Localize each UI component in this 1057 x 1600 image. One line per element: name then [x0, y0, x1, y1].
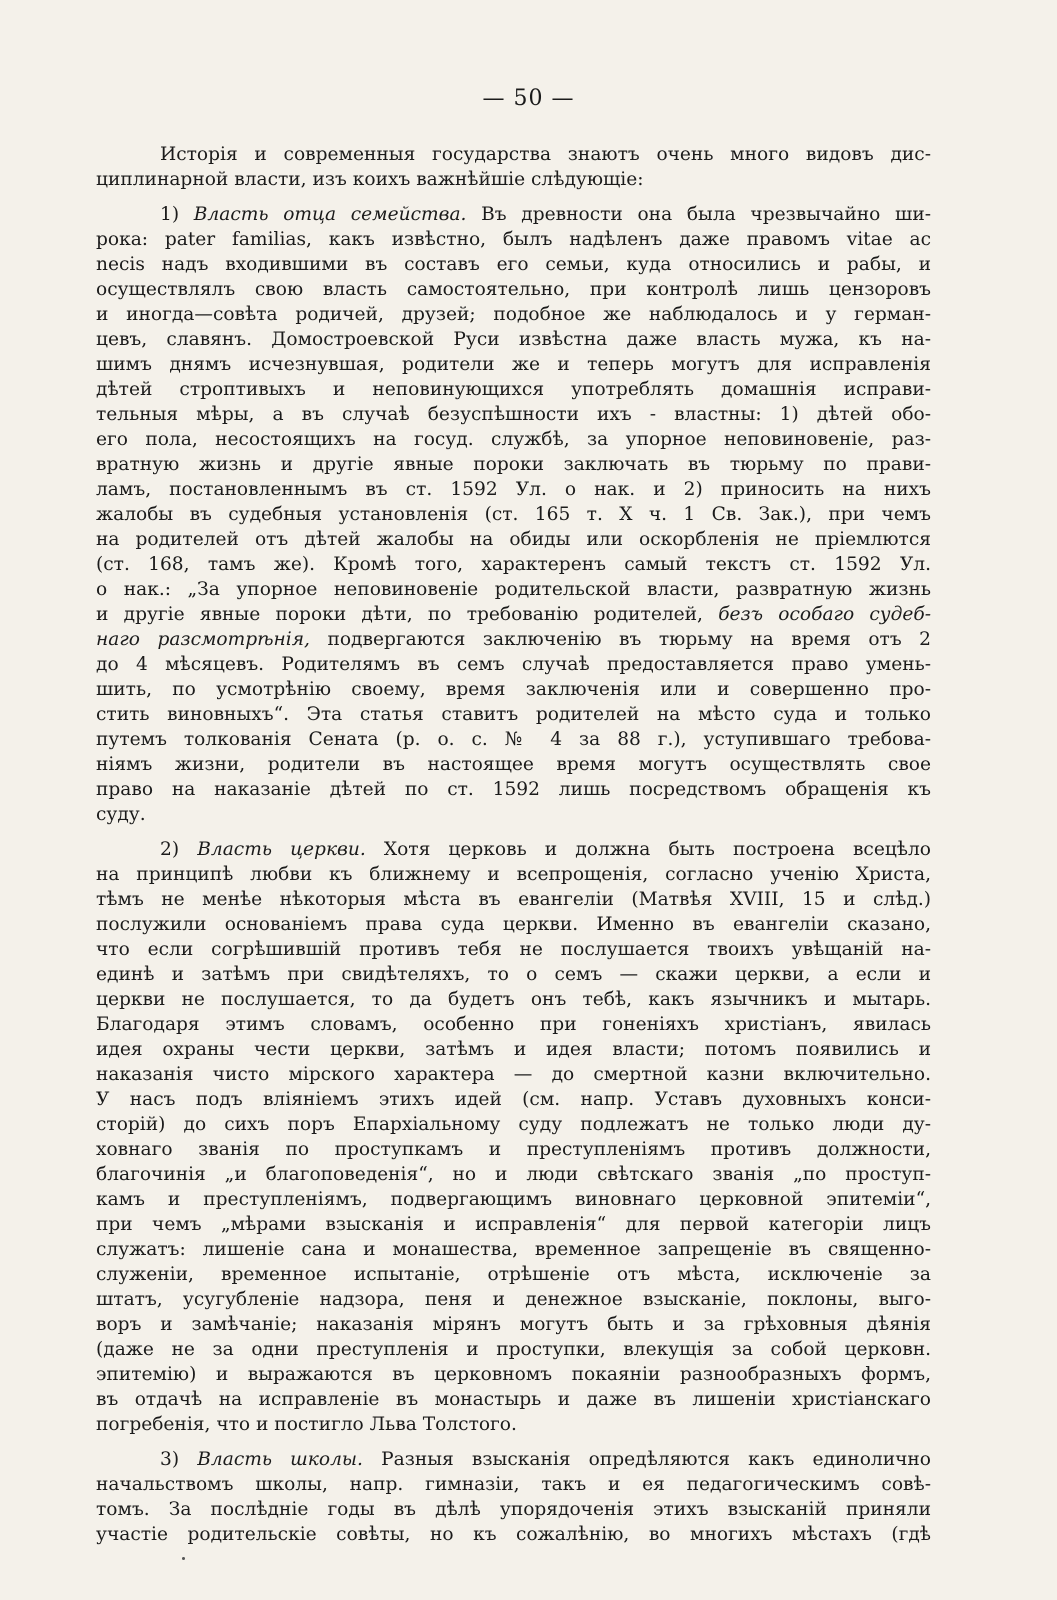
list-number: 2) [160, 839, 198, 860]
text-line [96, 142, 931, 167]
text-line [96, 1037, 931, 1062]
text-line [96, 1262, 931, 1287]
text-line [96, 1087, 931, 1112]
line-text: рока: pater familias, какъ извѣстно, былъ надѣленъ даже правомъ vitae ac [96, 229, 931, 250]
line-text: путемъ толкованія Сената (р. о. с. № 4 за 88 г.), уступившаго требова- [96, 729, 931, 750]
text-line [96, 677, 931, 702]
text-line [96, 1162, 931, 1187]
text-line [96, 1412, 931, 1437]
line-text: тельныя мѣры, а въ случаѣ безуспѣшности ихъ - властны: 1) дѣтей обо- [96, 404, 931, 425]
text-line [96, 652, 931, 677]
line-text: (ст. 168, тамъ же). Кромѣ того, характеренъ самый текстъ ст. 1592 Ул. [96, 554, 931, 575]
body-text [96, 142, 931, 1547]
italic-heading: Власть отца семейства. [193, 204, 467, 225]
text-line [96, 227, 931, 252]
text-line [96, 502, 931, 527]
text-line [96, 577, 931, 602]
text-line [96, 1062, 931, 1087]
line-text: подвергаются заключенію въ тюрьму на время отъ 2 [309, 629, 931, 650]
text-line [96, 1312, 931, 1337]
line-text: служеніи, временное испытаніе, отрѣшеніе отъ мѣста, исключеніе за [96, 1264, 931, 1285]
line-text: единѣ и затѣмъ при свидѣтеляхъ, то о семъ — скажи церкви, а если и [96, 964, 931, 985]
list-number: 3) [160, 1449, 198, 1470]
text-line [96, 802, 931, 827]
text-line [96, 962, 931, 987]
text-line [96, 1522, 931, 1547]
text-line [96, 837, 931, 862]
line-text: идея охраны чести церкви, затѣмъ и идея власти; потомъ появились и [96, 1039, 931, 1060]
line-text: до 4 мѣсяцевъ. Родителямъ въ семъ случаѣ предоставляется право умень- [96, 654, 931, 675]
text-line [96, 1287, 931, 1312]
text-line [96, 727, 931, 752]
text-line [96, 552, 931, 577]
italic-heading: Власть школы. [197, 1449, 363, 1470]
line-text: о нак.: „За упорное неповиновеніе родительской власти, развратную жизнь [96, 579, 931, 600]
line-text: что если согрѣшившій противъ тебя не послушается твоихъ увѣщаній на- [96, 939, 931, 960]
line-text: тѣмъ не менѣе нѣкоторыя мѣста въ евангеліи (Матвѣя XVIII, 15 и слѣд.) [96, 889, 931, 910]
line-text: жалобы въ судебныя установленія (ст. 165 т. X ч. 1 Св. Зак.), при чемъ [96, 504, 931, 525]
line-text: начальствомъ школы, напр. гимназіи, такъ и ея педагогическимъ совѣ- [96, 1474, 931, 1495]
text-line [96, 752, 931, 777]
text-line [96, 327, 931, 352]
italic-heading: Власть церкви. [197, 839, 366, 860]
text-line [96, 452, 931, 477]
text-line [96, 1337, 931, 1362]
text-line [96, 987, 931, 1012]
text-line [96, 1387, 931, 1412]
line-text: суду. [96, 804, 146, 825]
text-line [96, 702, 931, 727]
text-line [96, 1472, 931, 1497]
line-text: У насъ подъ вліяніемъ этихъ идей (см. напр. Уставъ духовныхъ конси- [96, 1089, 931, 1110]
line-text: (даже не за одни преступленія и проступки, влекущія за собой церковн. [96, 1339, 931, 1360]
line-text: ніямъ жизни, родители въ настоящее время могутъ осуществлять свое [96, 754, 931, 775]
italic-heading: наго разсмотрѣнія, [96, 629, 310, 650]
line-text: и иногда—совѣта родичей, друзей; подобное же наблюдалось и у герман- [96, 304, 931, 325]
text-line [96, 352, 931, 377]
line-text: служатъ: лишеніе сана и монашества, временное запрещеніе въ священно- [96, 1239, 931, 1260]
text-line [96, 1012, 931, 1037]
text-line [96, 402, 931, 427]
text-line [96, 277, 931, 302]
text-line [96, 302, 931, 327]
line-text: на родителей отъ дѣтей жалобы на обиды или оскорбленія не пріемлются [96, 529, 931, 550]
line-text: при чемъ „мѣрами взысканія и исправленія“ для первой категоріи лицъ [96, 1214, 931, 1235]
text-line [96, 1362, 931, 1387]
text-line [96, 887, 931, 912]
line-text: воръ и замѣчаніе; наказанія мірянъ могутъ быть и за грѣховныя дѣянія [96, 1314, 931, 1335]
line-text: право на наказаніе дѣтей по ст. 1592 лишь посредствомъ обращенія къ [96, 779, 931, 800]
line-text: ховнаго званія по проступкамъ и преступленіямъ противъ должности, [96, 1139, 931, 1160]
italic-heading: безъ особаго судеб- [718, 604, 931, 625]
text-line [96, 427, 931, 452]
text-line [96, 627, 931, 652]
text-line [96, 912, 931, 937]
text-line [96, 167, 931, 192]
line-text: участіе родительскіе совѣты, но къ сожалѣнію, во многихъ мѣстахъ (гдѣ [96, 1524, 931, 1545]
text-line [96, 252, 931, 277]
line-text: шимъ днямъ исчезнувшая, родители же и теперь могутъ для исправленія [96, 354, 931, 375]
line-text: на принципѣ любви къ ближнему и всепрощенія, согласно ученію Христа, [96, 864, 931, 885]
line-text: necis надъ входившими въ составъ его семьи, куда относились и рабы, и [96, 254, 931, 275]
text-line [96, 1187, 931, 1212]
text-line [96, 1497, 931, 1522]
line-text: эпитемію) и выражаются въ церковномъ покаяніи разнообразныхъ формъ, [96, 1364, 931, 1385]
text-line [96, 527, 931, 552]
line-text: его пола, несостоящихъ на госуд. службѣ, за упорное неповиновеніе, раз- [96, 429, 931, 450]
text-line [96, 1212, 931, 1237]
text-line [96, 1237, 931, 1262]
line-text: церкви не послушается, то да будетъ онъ тебѣ, какъ язычникъ и мытарь. [96, 989, 931, 1010]
line-text: камъ и преступленіямъ, подвергающимъ виновнаго церковной эпитеміи“, [96, 1189, 931, 1210]
paper-speck [182, 1557, 185, 1560]
line-text: томъ. За послѣдніе годы въ дѣлѣ упорядоченія этихъ взысканій приняли [96, 1499, 931, 1520]
line-text: ламъ, постановленнымъ въ ст. 1592 Ул. о нак. и 2) приносить на нихъ [96, 479, 931, 500]
line-text: шить, по усмотрѣнію своему, время заключенія или и совершенно про- [96, 679, 931, 700]
line-text: стить виновныхъ“. Эта статья ставитъ родителей на мѣсто суда и только [96, 704, 931, 725]
line-text: благочинія „и благоповеденія“, но и люди свѣтскаго званія „по проступ- [96, 1164, 931, 1185]
line-text: въ отдачѣ на исправленіе въ монастырь и даже въ лишеніи христіанскаго [96, 1389, 931, 1410]
line-text: цевъ, славянъ. Домостроевской Руси извѣстна даже власть мужа, къ на- [96, 329, 931, 350]
line-text: Исторія и современныя государства знаютъ очень много видовъ дис- [160, 144, 931, 165]
line-text: осуществлялъ свою власть самостоятельно, при контролѣ лишь цензоровъ [96, 279, 931, 300]
text-line [96, 937, 931, 962]
text-line [96, 377, 931, 402]
line-text: циплинарной власти, изъ коихъ важнѣйшіе слѣдующіе: [96, 169, 644, 190]
line-text: послужили основаніемъ права суда церкви. Именно въ евангеліи сказано, [96, 914, 931, 935]
text-line [96, 1112, 931, 1137]
text-line [96, 602, 931, 627]
line-text: вратную жизнь и другіе явные пороки заключать въ тюрьму по прави- [96, 454, 931, 475]
text-line [96, 477, 931, 502]
text-line [96, 202, 931, 227]
line-text: наказанія чисто мірского характера — до смертной казни включительно. [96, 1064, 931, 1085]
line-text: погребенія, что и постигло Льва Толстого. [96, 1414, 517, 1435]
line-text: дѣтей строптивыхъ и неповинующихся употреблять домашнія исправи- [96, 379, 931, 400]
line-text: Разныя взысканія опредѣляются какъ единолично [362, 1449, 931, 1470]
line-text: Благодаря этимъ словамъ, особенно при гоненіяхъ христіанъ, явилась [96, 1014, 931, 1035]
line-text: сторій) до сихъ поръ Епархіальному суду подлежатъ не только люди ду- [96, 1114, 931, 1135]
line-text: и другіе явные пороки дѣти, по требованію родителей, [96, 604, 719, 625]
page-number: — 50 — [482, 86, 575, 111]
line-text: штатъ, усугубленіе надзора, пеня и денежное взысканіе, поклоны, выго- [96, 1289, 931, 1310]
list-number: 1) [160, 204, 194, 225]
text-line [96, 777, 931, 802]
text-line [96, 1447, 931, 1472]
line-text: Хотя церковь и должна быть построена всецѣло [365, 839, 931, 860]
line-text: Въ древности она была чрезвычайно ши- [466, 204, 931, 225]
text-line [96, 862, 931, 887]
text-line [96, 1137, 931, 1162]
